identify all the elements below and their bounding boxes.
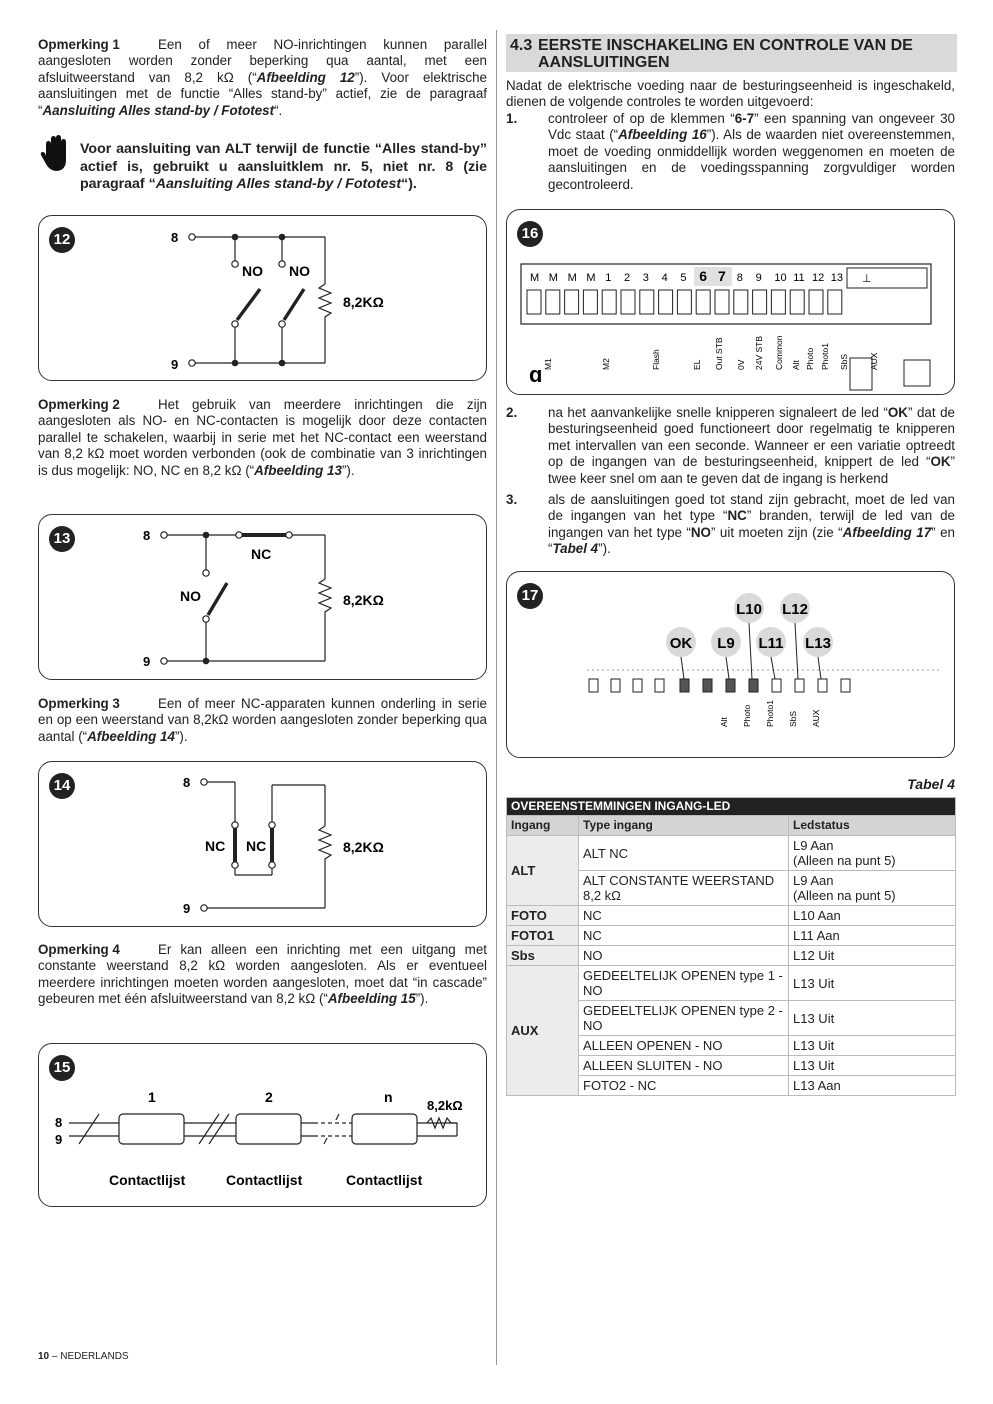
fig16-terminal-screw <box>659 290 673 314</box>
fig14-term-9: 9 <box>183 901 191 916</box>
fig16-terminal-label: 8 <box>736 272 743 284</box>
step-1 <box>506 111 955 193</box>
fig16-function-label: EL <box>692 359 702 370</box>
fig16-terminal-screw <box>583 290 597 314</box>
fig17-leader-line <box>771 657 775 679</box>
step-2-number: 2. <box>506 405 518 420</box>
fig17-led-off <box>795 679 804 692</box>
fig17-input-label: AUX <box>811 709 821 727</box>
section-header <box>506 34 957 72</box>
table-cell-status: L9 Aan (Alleen na punt 5) <box>789 871 956 906</box>
step-2-c: ” dat de besturingseenheid goed functioneert door regelmatig te knipperen met intervallen van een seconde. Wanneer er een variatie optreedt op de ingangen van de besturingseenheid, knippert de led “ <box>548 405 955 470</box>
fig17-led-name: L10 <box>736 601 762 618</box>
fig16-terminal-screw <box>828 290 842 314</box>
table-cell-type: ALLEEN OPENEN - NO <box>579 1036 789 1056</box>
table-cell-status: L13 Uit <box>789 1036 956 1056</box>
fig17-led-on <box>749 679 758 692</box>
step-3-number: 3. <box>506 492 518 507</box>
fig17-led-off <box>772 679 781 692</box>
table-cell-ingang: FOTO <box>507 906 579 926</box>
fig12-term-8: 8 <box>171 230 179 245</box>
fig16-terminal-screw <box>809 290 823 314</box>
fig17-leader-line <box>795 623 798 679</box>
step-1-ref: Afbeelding 16 <box>618 127 707 143</box>
step-3-b: NC <box>727 508 747 524</box>
note-1-label: Opmerking 1 <box>38 37 120 52</box>
fig16-terminal-label: 9 <box>755 272 762 284</box>
fig14-term-8: 8 <box>183 775 191 790</box>
fig17-led-off <box>818 679 827 692</box>
note-1-ref-b: Aansluiting Alles stand-by / Fototest <box>42 102 275 118</box>
figure-13-badge: 13 <box>49 526 75 552</box>
table-cell-type: NC <box>579 906 789 926</box>
note-3 <box>38 696 487 745</box>
fig16-terminal-screw <box>790 290 804 314</box>
fig17-input-label: Photo <box>742 704 752 727</box>
fig17-led-off <box>841 679 850 692</box>
fig16-function-label: Out STB <box>714 337 724 370</box>
fig17-input-label: Photo1 <box>765 700 775 727</box>
note-1-text-a: Een of meer NO-inrichtingen kunnen parallel aangesloten worden zonder beperking qua aantal, met een afsluitweerstand van 8,2 kΩ (“ <box>38 37 487 85</box>
note-1-text-b: ”). Voor elektrische aansluitingen met de functie “Alles stand-by” actief, zie de paragraaf “ <box>38 69 487 118</box>
step-3-ref-fig: Afbeelding 17 <box>842 524 932 540</box>
note-4-end: ”). <box>415 991 429 1007</box>
note-1-ref-a: Afbeelding 12 <box>256 69 355 85</box>
figure-12 <box>38 215 487 381</box>
fig16-terminal-screw <box>565 290 579 314</box>
table-cell-status: L13 Uit <box>789 966 956 1001</box>
step-1-c: ” een spanning van ongeveer 30 Vdc staat (“ <box>548 111 955 143</box>
fig13-nc: NC <box>251 546 272 562</box>
footer-language: – NEDERLANDS <box>49 1351 129 1362</box>
fig17-leader-line <box>749 623 752 679</box>
fig13-term-9: 9 <box>143 654 151 669</box>
step-3-c: ” branden, terwijl de led van de ingangen van het type “ <box>548 508 955 540</box>
fig16-function-label: Common <box>774 335 784 370</box>
page-number: 10 <box>38 1351 50 1362</box>
fig16-terminal-label: M <box>567 272 577 284</box>
table-4 <box>506 797 956 1096</box>
fig16-terminal-screw <box>696 290 710 314</box>
fig16-terminal-label: 13 <box>830 272 844 284</box>
fig16-terminal-screw <box>715 290 729 314</box>
table-cell-ingang: ALT <box>507 836 579 906</box>
warning-text <box>80 141 487 194</box>
table-row <box>507 946 956 966</box>
table-cell-ingang: Sbs <box>507 946 579 966</box>
fig16-function-label: Flash <box>651 349 661 370</box>
table-cell-status: L13 Uit <box>789 1001 956 1036</box>
fig16-function-label: SbS <box>839 353 849 370</box>
note-1-text-c: “. <box>274 102 283 118</box>
table-cell-type: ALLEEN SLUITEN - NO <box>579 1056 789 1076</box>
table-cell-status: L11 Aan <box>789 926 956 946</box>
fig15-term-9: 9 <box>55 1132 63 1147</box>
table-cell-type: GEDEELTELIJK OPENEN type 2 - NO <box>579 1001 789 1036</box>
step-3-d: NO <box>690 524 711 540</box>
fig16-logo: ɑ <box>529 362 543 387</box>
fig15-label-3: Contactlijst <box>346 1172 423 1188</box>
step-2-b: OK <box>887 405 908 420</box>
table-row <box>507 966 956 1001</box>
fig16-terminal-label: 6 <box>699 268 707 284</box>
fig14-nc-2: NC <box>246 838 267 854</box>
svg-text:⊥: ⊥ <box>862 273 872 285</box>
figure-15-badge: 15 <box>49 1055 75 1081</box>
fig16-function-label: 0V <box>736 359 746 370</box>
note-2-label: Opmerking 2 <box>38 397 120 412</box>
note-4-label: Opmerking 4 <box>38 942 120 957</box>
fig12-term-9: 9 <box>171 357 179 372</box>
figure-17-led-panel <box>507 572 956 759</box>
fig13-resistor: 8,2KΩ <box>343 592 384 608</box>
table-cell-status: L12 Uit <box>789 946 956 966</box>
table-4-header: Type ingang <box>579 816 789 836</box>
table-row <box>507 926 956 946</box>
fig15-contact-1: 1 <box>148 1089 156 1105</box>
step-1-number: 1. <box>506 111 518 126</box>
step-1-a: controleer of op de klemmen “ <box>548 111 735 126</box>
note-2-body: Het gebruik van meerdere inrichtingen die zijn aangesloten als NO- en NC-contacten is mogelijk door deze contacten parallel te schakelen, waarbij in serie met het NC-contact een weerstand van 8,2 kΩ moet worden verbonden (ook de combinatie van 3 inrichtingen is dus mogelijk: NO, NC en 8,2 kΩ (“ <box>38 397 487 478</box>
step-3-i: ”). <box>598 541 611 557</box>
figure-13 <box>38 514 487 680</box>
fig15-resistor: 8,2kΩ <box>427 1098 463 1113</box>
step-1-e: ”). Als de waarden niet overeenstemmen, moet de voeding onmiddellijk worden weggenomen en moeten de aansluitingen en de voedingsspanning zorgvuldiger worden gecontroleerd. <box>548 127 955 192</box>
note-4-ref: Afbeelding 15 <box>327 991 416 1007</box>
fig17-led-on <box>703 679 712 692</box>
fig16-terminal-label: 4 <box>661 272 668 284</box>
figure-14-badge: 14 <box>49 773 75 799</box>
page-footer <box>38 1349 129 1365</box>
fig17-led-off <box>655 679 664 692</box>
table-cell-ingang: AUX <box>507 966 579 1096</box>
fig17-input-label: Alt <box>719 717 729 727</box>
fig16-function-label: Alt <box>791 360 801 370</box>
fig16-terminal-screw <box>640 290 654 314</box>
note-4 <box>38 942 487 1008</box>
fig14-nc-1: NC <box>205 838 226 854</box>
figure-17 <box>506 571 955 758</box>
step-2-a: na het aanvankelijke snelle knipperen signaleert de led “ <box>548 405 888 420</box>
table-cell-status: L9 Aan (Alleen na punt 5) <box>789 836 956 871</box>
table-row <box>507 906 956 926</box>
table-row <box>507 836 956 871</box>
table-cell-status: L10 Aan <box>789 906 956 926</box>
fig16-terminal-screw <box>771 290 785 314</box>
fig17-led-name: L9 <box>717 635 735 652</box>
section-title: EERSTE INSCHAKELING EN CONTROLE VAN DE AANSLUITINGEN <box>538 37 913 71</box>
figure-16 <box>506 209 955 395</box>
fig16-terminal-screw <box>753 290 767 314</box>
table-cell-type: NC <box>579 926 789 946</box>
fig16-terminal-label: 11 <box>793 272 805 284</box>
fig16-function-label: Photo <box>805 347 815 370</box>
fig17-leader-line <box>681 657 684 679</box>
step-3-e: ” uit moeten zijn (zie “ <box>710 524 843 540</box>
table-cell-type: ALT NC <box>579 836 789 871</box>
table-cell-status: L13 Uit <box>789 1056 956 1076</box>
fig16-terminal-label: 1 <box>605 272 612 284</box>
figure-16-terminal-block <box>507 210 956 396</box>
fig16-terminal-label: 5 <box>680 272 687 284</box>
fig16-terminal-screw <box>527 290 541 314</box>
figure-14 <box>38 761 487 927</box>
note-3-ref: Afbeelding 14 <box>87 728 175 744</box>
fig15-term-8: 8 <box>55 1115 63 1130</box>
fig16-terminal-screw <box>734 290 748 314</box>
note-2-end: ”). <box>341 462 355 478</box>
fig12-no-2: NO <box>289 263 310 279</box>
figure-12-badge: 12 <box>49 227 75 253</box>
fig17-led-off <box>589 679 598 692</box>
fig17-led-on <box>726 679 735 692</box>
fig16-terminal-label: M <box>586 272 596 284</box>
step-3-ref-table: Tabel 4 <box>552 541 599 557</box>
section-intro: Nadat de elektrische voeding naar de besturingseenheid is ingeschakeld, dienen de volgende controles te worden uitgevoerd: <box>506 78 955 110</box>
fig16-terminal-label: 10 <box>774 272 787 284</box>
fig16-terminal-label: M <box>530 272 540 284</box>
fig15-contact-n: n <box>384 1089 393 1105</box>
fig16-terminal-screw <box>602 290 616 314</box>
fig16-terminal-label: M <box>548 272 558 284</box>
fig16-terminal-label: 3 <box>642 272 649 284</box>
table-cell-type: FOTO2 - NC <box>579 1076 789 1096</box>
note-2 <box>38 397 487 479</box>
figure-16-badge: 16 <box>517 221 543 247</box>
step-2-d: OK <box>930 454 951 470</box>
step-1-b: 6-7 <box>734 111 755 126</box>
fig12-resistor: 8,2KΩ <box>343 294 384 310</box>
table-4-header: Ingang <box>507 816 579 836</box>
fig17-led-on <box>680 679 689 692</box>
table-cell-type: ALT CONSTANTE WEERSTAND 8,2 kΩ <box>579 871 789 906</box>
fig16-function-label: M2 <box>601 358 611 370</box>
fig12-no-1: NO <box>242 263 263 279</box>
fig16-function-label: 24V STB <box>754 335 764 370</box>
step-2-e: ” twee keer snel om aan te geven dat de ingang is herkend <box>548 454 955 486</box>
fig17-led-name: L12 <box>782 601 808 618</box>
note-3-end: ”). <box>174 728 188 744</box>
figure-13-diagram <box>39 515 488 681</box>
table-4-label: Tabel 4 <box>907 776 955 792</box>
table-4-header: Ledstatus <box>789 816 956 836</box>
fig16-terminal-screw <box>621 290 635 314</box>
fig16-terminal-label: 7 <box>718 268 726 284</box>
warning-ref: Aansluiting Alles stand-by / Fototest <box>155 176 402 192</box>
warning-main: Voor aansluiting van ALT terwijl de functie “Alles stand-by” actief is, gebruikt u aansluitklem nr. 5, niet nr. 8 (zie paragraaf “ <box>80 141 487 192</box>
step-3-a: als de aansluitingen goed tot stand zijn gebracht, moet de led van de ingangen van het type “ <box>548 492 955 524</box>
section-number: 4.3 <box>510 37 533 54</box>
fig16-function-label: Photo1 <box>820 343 830 370</box>
step-2 <box>506 405 955 487</box>
fig16-function-label: M1 <box>543 358 553 370</box>
table-cell-type: GEDEELTELIJK OPENEN type 1 - NO <box>579 966 789 1001</box>
fig13-no: NO <box>180 588 201 604</box>
fig17-led-name: L11 <box>758 635 784 652</box>
warning-end: “). <box>401 176 417 192</box>
fig16-function-label: AUX <box>869 352 879 370</box>
note-4-body: Er kan alleen een inrichting met een uitgang met constante weerstand 8,2 kΩ worden aangesloten. Als er eventueel meerdere inrichtingen moeten worden aangesloten, moet dat “in cascade” gebeuren met één afsluitweerstand van 8,2 kΩ (“ <box>38 942 487 1007</box>
column-divider <box>496 30 497 1365</box>
note-2-ref: Afbeelding 13 <box>254 462 342 478</box>
fig17-led-off <box>611 679 620 692</box>
fig17-leader-line <box>818 657 821 679</box>
fig16-terminal-label: 2 <box>624 272 631 284</box>
fig17-input-label: SbS <box>788 710 798 727</box>
figure-17-badge: 17 <box>517 583 543 609</box>
table-cell-status: L13 Aan <box>789 1076 956 1096</box>
fig15-contact-2: 2 <box>265 1089 273 1105</box>
fig16-terminal-screw <box>546 290 560 314</box>
fig16-terminal-screw <box>677 290 691 314</box>
fig17-led-name: L13 <box>805 635 831 652</box>
figure-14-diagram <box>39 762 488 928</box>
table-cell-type: NO <box>579 946 789 966</box>
table-cell-ingang: FOTO1 <box>507 926 579 946</box>
note-3-label: Opmerking 3 <box>38 696 120 711</box>
note-3-body: Een of meer NC-apparaten kunnen onderling in serie en op een weerstand van 8,2kΩ worden aangesloten zonder beperking qua aantal (“ <box>38 696 487 744</box>
fig15-label-2: Contactlijst <box>226 1172 303 1188</box>
step-3-g: ” en “ <box>548 524 955 557</box>
fig17-leader-line <box>726 657 729 679</box>
note-1 <box>38 37 487 119</box>
hand-stop-icon <box>38 134 74 174</box>
table-4-caption: OVEREENSTEMMINGEN INGANG-LED <box>507 798 956 816</box>
fig16-terminal-label: 12 <box>812 272 825 284</box>
figure-15-diagram <box>39 1044 488 1208</box>
fig17-led-name: OK <box>669 635 693 652</box>
fig13-term-8: 8 <box>143 528 151 543</box>
step-3 <box>506 492 955 558</box>
figure-15 <box>38 1043 487 1207</box>
fig14-resistor: 8,2KΩ <box>343 839 384 855</box>
figure-12-diagram <box>39 216 488 382</box>
fig17-led-off <box>633 679 642 692</box>
fig15-label-1: Contactlijst <box>109 1172 186 1188</box>
